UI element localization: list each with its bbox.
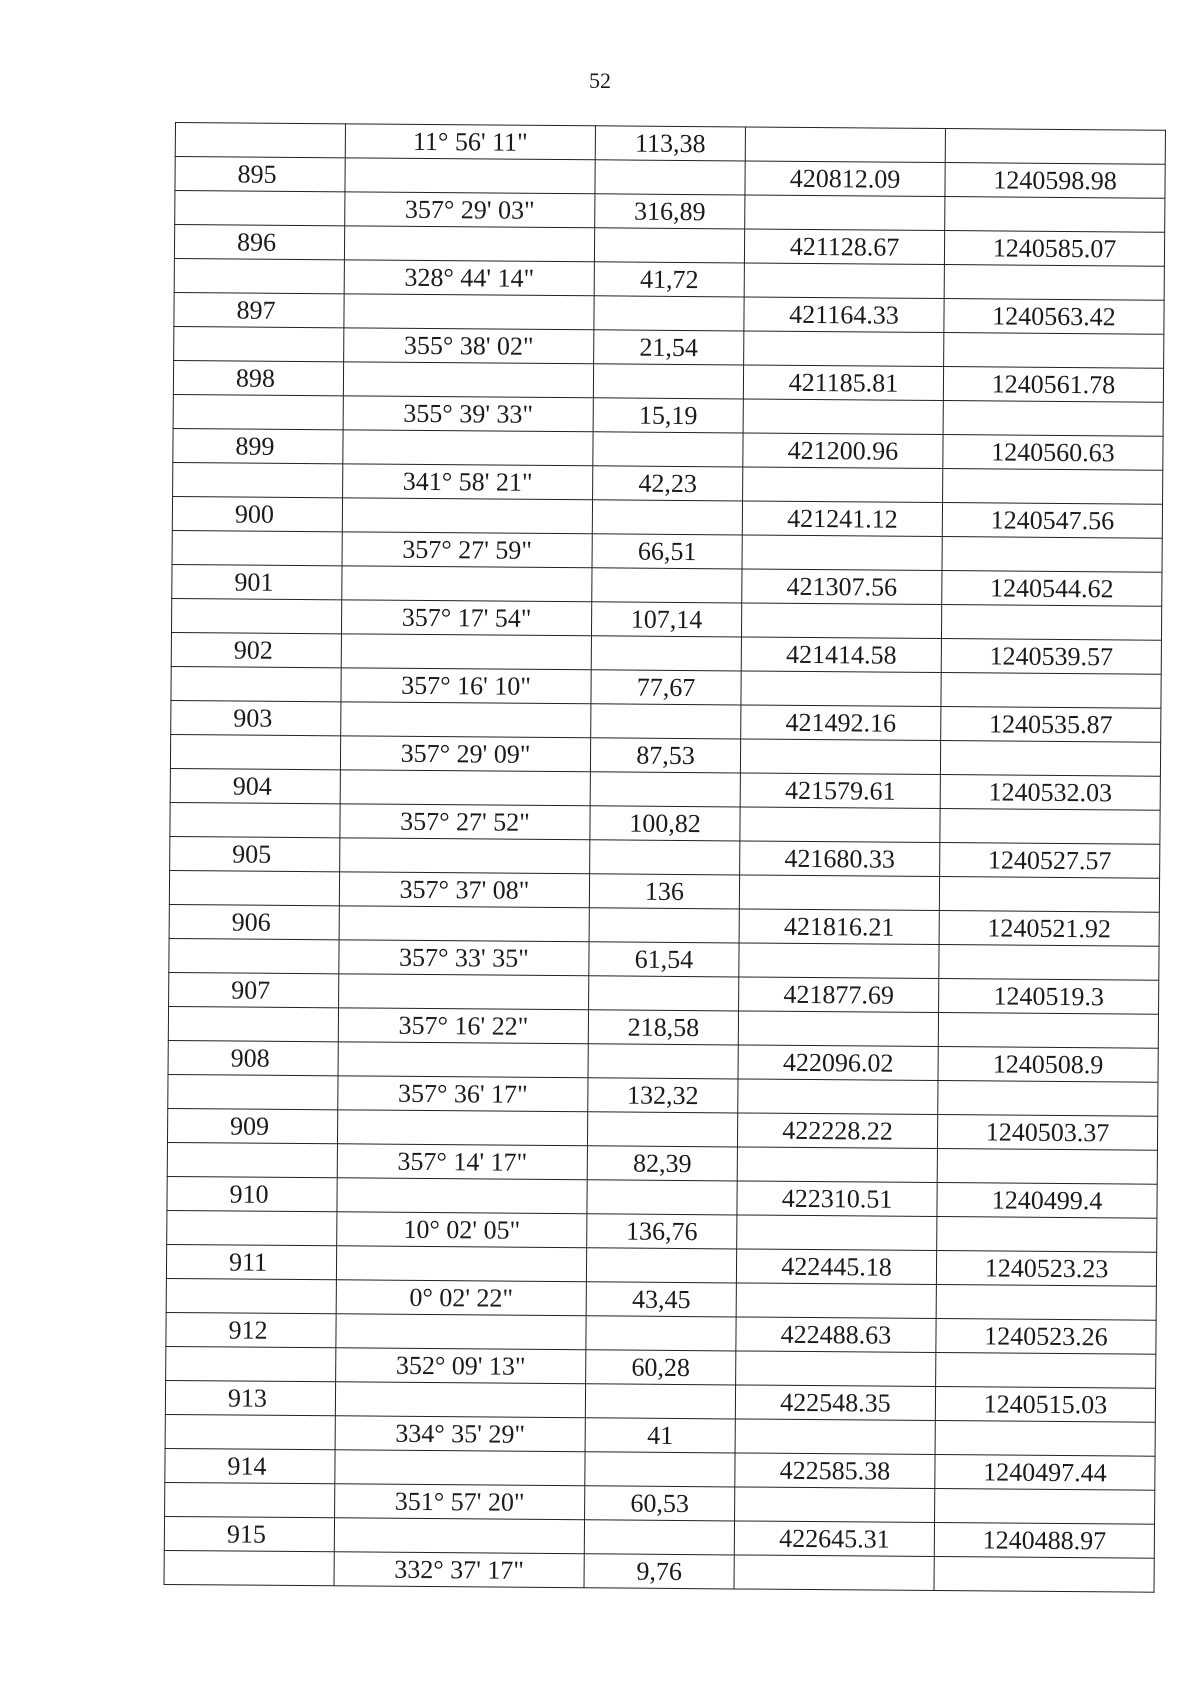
x-coordinate-cell xyxy=(739,943,939,979)
direction-angle-cell: 357° 16' 10" xyxy=(341,668,591,704)
y-coordinate-cell: 1240497.44 xyxy=(935,1455,1155,1491)
y-coordinate-cell xyxy=(941,605,1161,641)
x-coordinate-cell: 422310.51 xyxy=(737,1181,937,1217)
segment-length-cell xyxy=(590,772,740,807)
x-coordinate-cell xyxy=(737,1215,937,1251)
segment-length-cell xyxy=(587,1112,737,1147)
segment-length-cell: 21,54 xyxy=(594,330,744,365)
point-number-cell xyxy=(175,191,345,226)
y-coordinate-cell: 1240535.87 xyxy=(941,707,1161,743)
y-coordinate-cell: 1240585.07 xyxy=(944,231,1164,267)
direction-angle-cell: 357° 27' 52" xyxy=(340,804,590,840)
y-coordinate-cell xyxy=(938,1081,1158,1117)
segment-length-cell: 82,39 xyxy=(587,1146,737,1181)
point-number-cell xyxy=(174,326,344,361)
segment-length-cell: 60,28 xyxy=(586,1350,736,1385)
x-coordinate-cell: 421164.33 xyxy=(744,297,944,333)
direction-angle-cell: 352° 09' 13" xyxy=(336,1348,586,1384)
point-number-cell xyxy=(172,530,342,565)
direction-angle-cell: 357° 29' 03" xyxy=(345,192,595,228)
point-number-cell: 915 xyxy=(164,1516,334,1551)
direction-angle-cell: 328° 44' 14" xyxy=(344,260,594,296)
direction-angle-cell xyxy=(338,1042,588,1078)
y-coordinate-cell xyxy=(939,877,1159,913)
direction-angle-cell xyxy=(342,566,592,602)
x-coordinate-cell xyxy=(735,1419,935,1455)
direction-angle-cell: 357° 36' 17" xyxy=(338,1076,588,1112)
direction-angle-cell xyxy=(344,294,594,330)
direction-angle-cell: 341° 58' 21" xyxy=(343,464,593,500)
segment-length-cell xyxy=(594,228,744,263)
x-coordinate-cell: 421492.16 xyxy=(741,705,941,741)
y-coordinate-cell xyxy=(943,401,1163,437)
direction-angle-cell: 357° 17' 54" xyxy=(341,600,591,636)
segment-length-cell xyxy=(591,636,741,671)
coordinates-table-body xyxy=(164,123,1165,1593)
x-coordinate-cell xyxy=(745,127,945,163)
direction-angle-cell xyxy=(337,1110,587,1146)
y-coordinate-cell xyxy=(936,1353,1156,1389)
y-coordinate-cell: 1240563.42 xyxy=(944,299,1164,335)
direction-angle-cell xyxy=(341,634,591,670)
point-number-cell xyxy=(166,1346,336,1381)
y-coordinate-cell: 1240503.37 xyxy=(937,1115,1157,1151)
segment-length-cell xyxy=(591,704,741,739)
x-coordinate-cell: 421128.67 xyxy=(744,229,944,265)
segment-length-cell: 61,54 xyxy=(589,942,739,977)
y-coordinate-cell: 1240560.63 xyxy=(943,435,1163,471)
x-coordinate-cell xyxy=(740,807,940,843)
direction-angle-cell: 332° 37' 17" xyxy=(334,1552,584,1588)
point-number-cell: 900 xyxy=(172,496,342,531)
x-coordinate-cell: 421241.12 xyxy=(742,501,942,537)
direction-angle-cell xyxy=(341,702,591,738)
y-coordinate-cell: 1240527.57 xyxy=(940,843,1160,879)
y-coordinate-cell xyxy=(944,333,1164,369)
x-coordinate-cell xyxy=(741,603,941,639)
point-number-cell: 906 xyxy=(169,904,339,939)
point-number-cell: 907 xyxy=(169,972,339,1007)
x-coordinate-cell: 421307.56 xyxy=(742,569,942,605)
x-coordinate-cell xyxy=(736,1351,936,1387)
x-coordinate-cell xyxy=(743,399,943,435)
point-number-cell xyxy=(167,1210,337,1245)
segment-length-cell: 42,23 xyxy=(593,466,743,501)
direction-angle-cell: 0° 02' 22" xyxy=(336,1280,586,1316)
direction-angle-cell xyxy=(335,1382,585,1418)
x-coordinate-cell: 421200.96 xyxy=(743,433,943,469)
segment-length-cell: 107,14 xyxy=(591,602,741,637)
direction-angle-cell xyxy=(339,906,589,942)
segment-length-cell: 136,76 xyxy=(587,1214,737,1249)
page-number: 52 xyxy=(589,68,611,93)
point-number-cell xyxy=(167,1142,337,1177)
point-number-cell xyxy=(175,123,345,158)
segment-length-cell xyxy=(592,568,742,603)
point-number-cell: 914 xyxy=(165,1448,335,1483)
y-coordinate-cell xyxy=(943,469,1163,505)
segment-length-cell xyxy=(589,908,739,943)
point-number-cell xyxy=(165,1482,335,1517)
direction-angle-cell xyxy=(334,1518,584,1554)
segment-length-cell: 41,72 xyxy=(594,262,744,297)
segment-length-cell xyxy=(592,500,742,535)
segment-length-cell xyxy=(584,1520,734,1555)
x-coordinate-cell: 421579.61 xyxy=(740,773,940,809)
y-coordinate-cell: 1240515.03 xyxy=(935,1387,1155,1423)
segment-length-cell xyxy=(595,160,745,195)
y-coordinate-cell xyxy=(941,673,1161,709)
direction-angle-cell: 355° 38' 02" xyxy=(344,328,594,364)
segment-length-cell: 77,67 xyxy=(591,670,741,705)
x-coordinate-cell: 422096.02 xyxy=(738,1045,938,1081)
point-number-cell xyxy=(169,938,339,973)
point-number-cell: 910 xyxy=(167,1176,337,1211)
x-coordinate-cell xyxy=(740,739,940,775)
direction-angle-cell xyxy=(342,498,592,534)
y-coordinate-cell: 1240521.92 xyxy=(939,911,1159,947)
segment-length-cell: 113,38 xyxy=(595,126,745,161)
segment-length-cell xyxy=(587,1180,737,1215)
y-coordinate-cell: 1240539.57 xyxy=(941,639,1161,675)
segment-length-cell xyxy=(586,1316,736,1351)
point-number-cell xyxy=(168,1006,338,1041)
segment-length-cell: 9,76 xyxy=(584,1554,734,1589)
x-coordinate-cell xyxy=(741,671,941,707)
point-number-cell xyxy=(168,1074,338,1109)
y-coordinate-cell xyxy=(936,1285,1156,1321)
point-number-cell: 902 xyxy=(171,632,341,667)
direction-angle-cell: 357° 16' 22" xyxy=(338,1008,588,1044)
x-coordinate-cell: 421816.21 xyxy=(739,909,939,945)
direction-angle-cell xyxy=(343,362,593,398)
x-coordinate-cell xyxy=(738,1011,938,1047)
point-number-cell xyxy=(164,1550,334,1585)
y-coordinate-cell xyxy=(940,741,1160,777)
segment-length-cell: 316,89 xyxy=(595,194,745,229)
x-coordinate-cell: 422585.38 xyxy=(735,1453,935,1489)
direction-angle-cell xyxy=(335,1450,585,1486)
direction-angle-cell: 334° 35' 29" xyxy=(335,1416,585,1452)
y-coordinate-cell xyxy=(939,945,1159,981)
segment-length-cell xyxy=(594,296,744,331)
y-coordinate-cell xyxy=(945,197,1165,233)
x-coordinate-cell xyxy=(739,875,939,911)
point-number-cell xyxy=(169,870,339,905)
segment-length-cell: 41 xyxy=(585,1418,735,1453)
x-coordinate-cell xyxy=(744,331,944,367)
y-coordinate-cell: 1240544.62 xyxy=(942,571,1162,607)
point-number-cell: 908 xyxy=(168,1040,338,1075)
y-coordinate-cell xyxy=(937,1149,1157,1185)
segment-length-cell: 66,51 xyxy=(592,534,742,569)
y-coordinate-cell xyxy=(940,809,1160,845)
point-number-cell: 912 xyxy=(166,1312,336,1347)
segment-length-cell xyxy=(589,976,739,1011)
direction-angle-cell: 351° 57' 20" xyxy=(335,1484,585,1520)
y-coordinate-cell xyxy=(942,537,1162,573)
y-coordinate-cell: 1240561.78 xyxy=(943,367,1163,403)
segment-length-cell xyxy=(586,1248,736,1283)
y-coordinate-cell: 1240523.26 xyxy=(936,1319,1156,1355)
point-number-cell: 901 xyxy=(172,564,342,599)
segment-length-cell: 100,82 xyxy=(590,806,740,841)
direction-angle-cell: 357° 14' 17" xyxy=(337,1144,587,1180)
x-coordinate-cell: 422645.31 xyxy=(734,1521,934,1557)
x-coordinate-cell xyxy=(744,263,944,299)
x-coordinate-cell: 422548.35 xyxy=(735,1385,935,1421)
direction-angle-cell: 357° 27' 59" xyxy=(342,532,592,568)
x-coordinate-cell xyxy=(737,1147,937,1183)
segment-length-cell xyxy=(588,1044,738,1079)
point-number-cell: 903 xyxy=(171,700,341,735)
direction-angle-cell xyxy=(336,1314,586,1350)
x-coordinate-cell xyxy=(736,1283,936,1319)
direction-angle-cell: 357° 33' 35" xyxy=(339,940,589,976)
point-number-cell: 904 xyxy=(170,768,340,803)
point-number-cell xyxy=(170,734,340,769)
segment-row xyxy=(164,1550,1154,1592)
y-coordinate-cell xyxy=(945,129,1165,165)
x-coordinate-cell: 422488.63 xyxy=(736,1317,936,1353)
x-coordinate-cell xyxy=(738,1079,938,1115)
point-number-cell: 896 xyxy=(174,225,344,260)
direction-angle-cell xyxy=(336,1246,586,1282)
point-number-cell xyxy=(171,598,341,633)
point-number-cell: 898 xyxy=(173,360,343,395)
segment-length-cell: 218,58 xyxy=(588,1010,738,1045)
direction-angle-cell xyxy=(339,974,589,1010)
direction-angle-cell xyxy=(340,838,590,874)
segment-length-cell xyxy=(585,1452,735,1487)
point-number-cell xyxy=(174,258,344,293)
y-coordinate-cell xyxy=(937,1217,1157,1253)
point-number-cell xyxy=(170,802,340,837)
y-coordinate-cell xyxy=(944,265,1164,301)
segment-length-cell: 132,32 xyxy=(588,1078,738,1113)
y-coordinate-cell: 1240519.3 xyxy=(939,979,1159,1015)
point-number-cell: 905 xyxy=(170,836,340,871)
y-coordinate-cell: 1240499.4 xyxy=(937,1183,1157,1219)
segment-length-cell xyxy=(585,1384,735,1419)
y-coordinate-cell xyxy=(935,1421,1155,1457)
direction-angle-cell xyxy=(344,226,594,262)
x-coordinate-cell xyxy=(743,467,943,503)
segment-length-cell xyxy=(593,364,743,399)
segment-length-cell xyxy=(590,840,740,875)
x-coordinate-cell xyxy=(745,195,945,231)
x-coordinate-cell: 422228.22 xyxy=(737,1113,937,1149)
x-coordinate-cell xyxy=(742,535,942,571)
point-number-cell xyxy=(166,1278,336,1313)
segment-length-cell: 87,53 xyxy=(590,738,740,773)
x-coordinate-cell: 421877.69 xyxy=(739,977,939,1013)
direction-angle-cell: 357° 37' 08" xyxy=(339,872,589,908)
point-number-cell: 897 xyxy=(174,292,344,327)
y-coordinate-cell: 1240598.98 xyxy=(945,163,1165,199)
point-number-cell xyxy=(173,462,343,497)
y-coordinate-cell: 1240488.97 xyxy=(934,1523,1154,1559)
segment-length-cell: 136 xyxy=(589,874,739,909)
x-coordinate-cell xyxy=(735,1487,935,1523)
y-coordinate-cell: 1240508.9 xyxy=(938,1047,1158,1083)
segment-length-cell: 60,53 xyxy=(585,1486,735,1521)
direction-angle-cell xyxy=(345,158,595,194)
x-coordinate-cell: 421185.81 xyxy=(743,365,943,401)
point-number-cell: 911 xyxy=(166,1244,336,1279)
x-coordinate-cell: 421414.58 xyxy=(741,637,941,673)
point-number-cell xyxy=(165,1414,335,1449)
x-coordinate-cell: 420812.09 xyxy=(745,161,945,197)
y-coordinate-cell: 1240547.56 xyxy=(942,503,1162,539)
direction-angle-cell: 10° 02' 05" xyxy=(337,1212,587,1248)
segment-length-cell xyxy=(593,432,743,467)
y-coordinate-cell xyxy=(938,1013,1158,1049)
point-number-cell: 899 xyxy=(173,428,343,463)
point-number-cell: 913 xyxy=(165,1380,335,1415)
y-coordinate-cell: 1240523.23 xyxy=(936,1251,1156,1287)
direction-angle-cell: 11° 56' 11" xyxy=(345,124,595,160)
point-number-cell: 909 xyxy=(167,1108,337,1143)
coordinates-table xyxy=(164,122,1166,1593)
direction-angle-cell xyxy=(340,770,590,806)
x-coordinate-cell xyxy=(734,1555,934,1591)
direction-angle-cell xyxy=(337,1178,587,1214)
segment-length-cell: 15,19 xyxy=(593,398,743,433)
x-coordinate-cell: 422445.18 xyxy=(736,1249,936,1285)
y-coordinate-cell xyxy=(934,1557,1154,1593)
direction-angle-cell xyxy=(343,430,593,466)
point-number-cell xyxy=(171,666,341,701)
x-coordinate-cell: 421680.33 xyxy=(740,841,940,877)
y-coordinate-cell: 1240532.03 xyxy=(940,775,1160,811)
direction-angle-cell: 355° 39' 33" xyxy=(343,396,593,432)
point-number-cell: 895 xyxy=(175,157,345,192)
y-coordinate-cell xyxy=(935,1489,1155,1525)
direction-angle-cell: 357° 29' 09" xyxy=(340,736,590,772)
point-number-cell xyxy=(173,394,343,429)
segment-length-cell: 43,45 xyxy=(586,1282,736,1317)
